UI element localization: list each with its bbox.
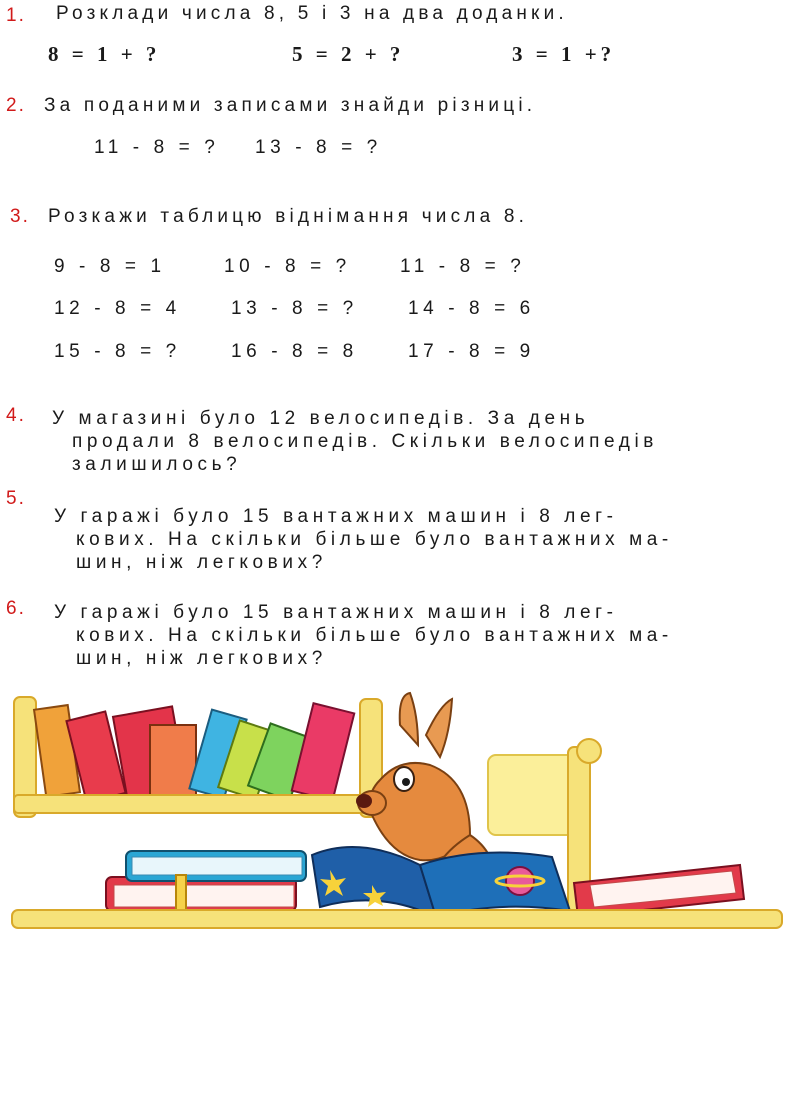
task-1-text: Розклади числа 8, 5 і 3 на два доданки. [56,3,568,24]
task-2-number: 2. [6,95,26,116]
task-4-line: залишилось? [72,454,242,475]
subtraction-fact: 13 - 8 = ? [231,298,358,319]
chair-knob [577,739,601,763]
subtraction-fact: 12 - 8 = 4 [54,298,181,319]
task-6-line: кових. На скільки більше було вантажних ма- [76,625,673,646]
task-5-line: шин, ніж легкових? [76,552,327,573]
task-6-text [54,601,673,670]
task-1-number: 1. [6,5,26,26]
kangaroo-reading-illustration [0,685,786,955]
task-2-text: За поданими записами знайди різниці. [44,95,537,116]
books-on-shelf [34,703,354,802]
subtraction-fact: 17 - 8 = 9 [408,341,535,362]
desk-shelf [12,910,782,928]
task-2-equation: 11 - 8 = ? [94,137,220,158]
task-4-line: продали 8 велосипедів. Скільки велосипедів [72,431,658,452]
subtraction-fact: 11 - 8 = ? [400,256,526,277]
task-5-line: У гаражі було 15 вантажних машин і 8 лег- [54,506,618,527]
upper-shelf [14,795,386,813]
task-5-number: 5. [6,488,26,509]
task-5-line: кових. На скільки більше було вантажних ма- [76,529,673,550]
subtraction-fact: 10 - 8 = ? [224,256,351,277]
subtraction-fact: 14 - 8 = 6 [408,298,535,319]
task-4-number: 4. [6,405,26,426]
task-4-line: У магазині було 12 велосипедів. За день [52,408,590,429]
task-4-text [52,407,658,476]
chair-back [488,755,580,835]
subtraction-fact: 9 - 8 = 1 [54,256,166,277]
task-2-equation: 13 - 8 = ? [255,137,382,158]
task-1-equation: 5 = 2 + ? [292,42,405,66]
task-6-number: 6. [6,598,26,619]
task-1-equation: 3 = 1 +? [512,42,616,66]
task-3-number: 3. [10,206,30,227]
task-6-line: У гаражі було 15 вантажних машин і 8 лег- [54,602,618,623]
task-3-text: Розкажи таблицю віднімання числа 8. [48,206,529,227]
task-6-line: шин, ніж легкових? [76,648,327,669]
task-5-text [54,505,673,574]
subtraction-fact: 15 - 8 = ? [54,341,181,362]
task-1-equation: 8 = 1 + ? [48,42,161,66]
subtraction-fact: 16 - 8 = 8 [231,341,358,362]
